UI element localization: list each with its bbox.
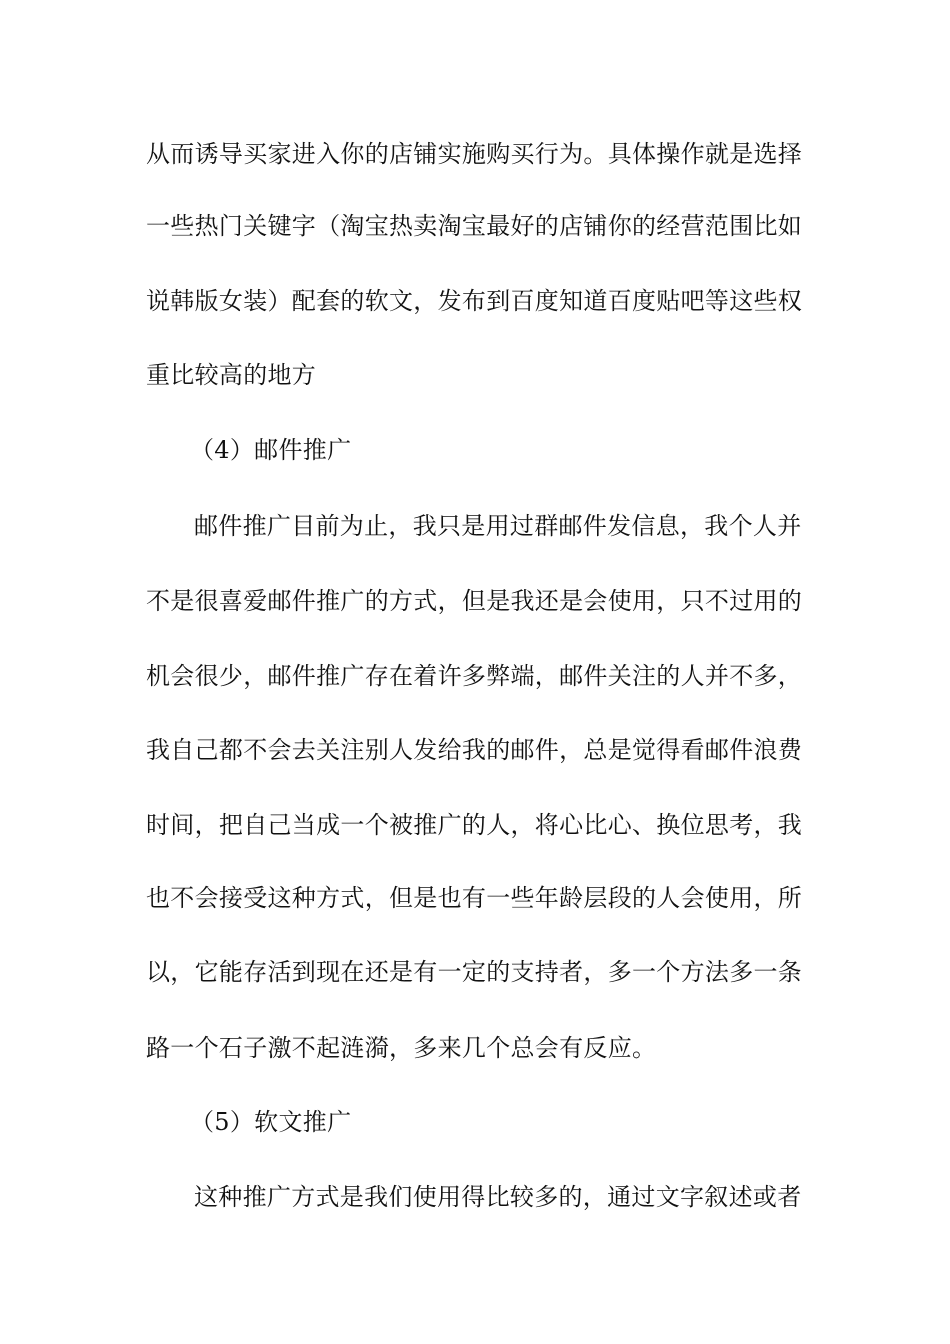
text-line-11: 也不会接受这种方式，但是也有一些年龄层段的人会使用，所 — [146, 884, 803, 912]
section-heading-5: （5）软文推广 — [190, 1108, 352, 1136]
text-line-8: 机会很少，邮件推广存在着许多弊端，邮件关注的人并不多， — [146, 662, 803, 690]
text-line-15: 这种推广方式是我们使用得比较多的，通过文字叙述或者 — [194, 1183, 802, 1211]
section-heading-4: （4）邮件推广 — [190, 436, 352, 464]
text-line-7: 不是很喜爱邮件推广的方式，但是我还是会使用，只不过用的 — [146, 587, 803, 615]
text-line-10: 时间，把自己当成一个被推广的人，将心比心、换位思考，我 — [146, 811, 803, 839]
text-line-12: 以，它能存活到现在还是有一定的支持者，多一个方法多一条 — [146, 958, 803, 986]
text-line-9: 我自己都不会去关注别人发给我的邮件，总是觉得看邮件浪费 — [146, 736, 803, 764]
text-line-2: 一些热门关键字（淘宝热卖淘宝最好的店铺你的经营范围比如 — [146, 212, 803, 240]
text-line-3: 说韩版女装）配套的软文，发布到百度知道百度贴吧等这些权 — [146, 287, 803, 315]
text-line-6: 邮件推广目前为止，我只是用过群邮件发信息，我个人并 — [194, 512, 802, 540]
text-line-13: 路一个石子激不起涟漪，多来几个总会有反应。 — [146, 1034, 657, 1062]
text-line-4: 重比较高的地方 — [146, 361, 317, 389]
text-line-1: 从而诱导买家进入你的店铺实施购买行为。具体操作就是选择 — [146, 140, 803, 168]
